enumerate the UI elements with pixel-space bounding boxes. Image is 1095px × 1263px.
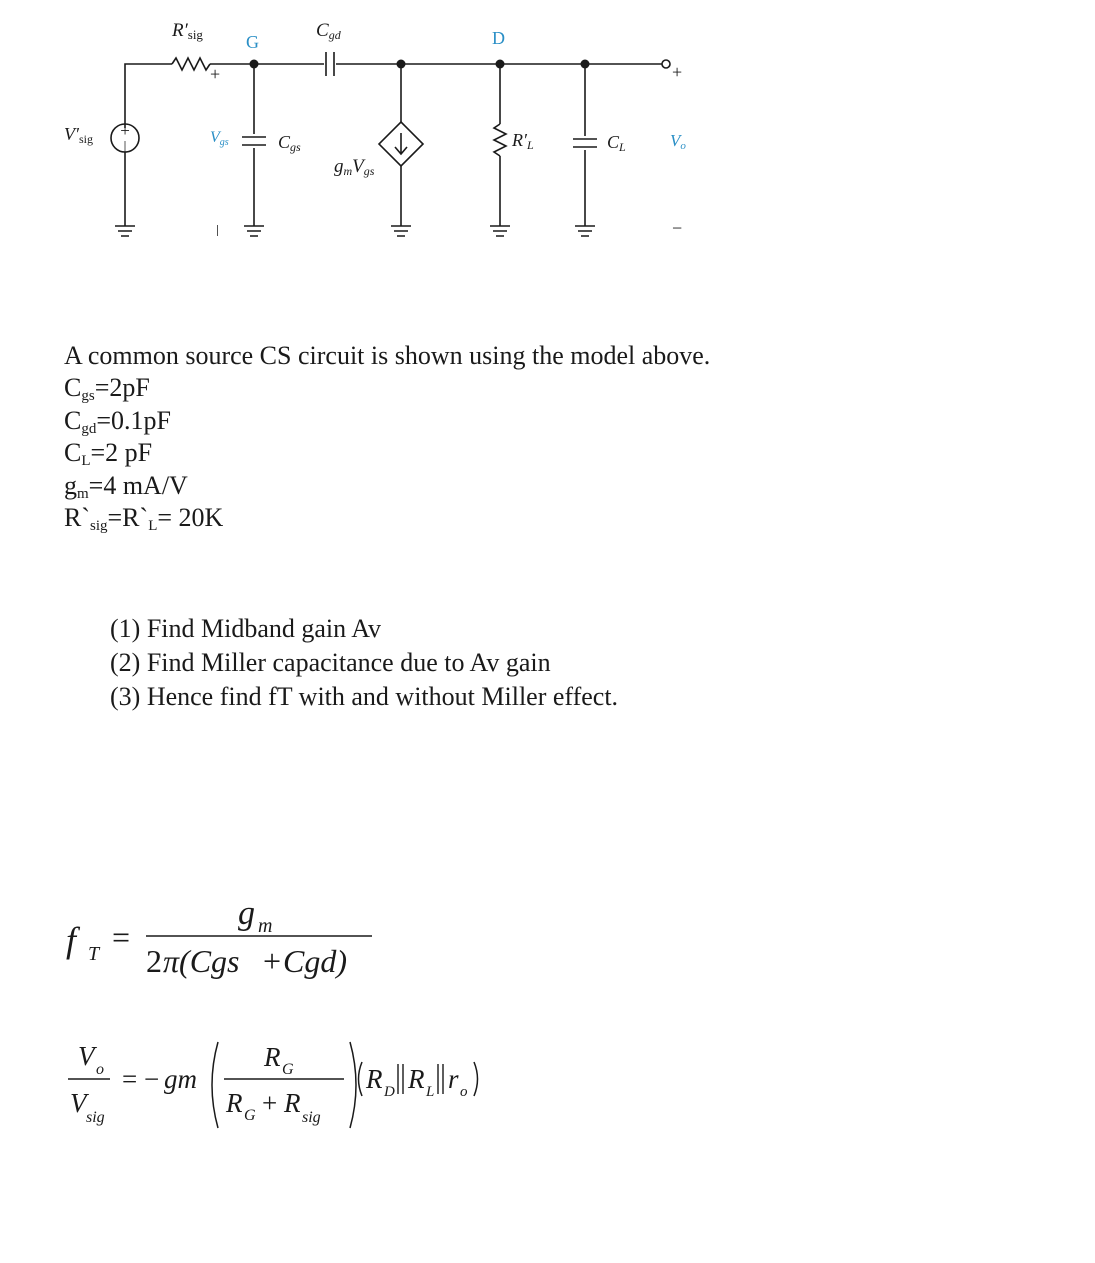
svg-text:+: +: [262, 1088, 278, 1118]
svg-text:−: −: [144, 1064, 160, 1094]
given-cl: $C_L=2$ pF: [64, 438, 153, 469]
svg-text:G: G: [282, 1061, 294, 1078]
label-gmvgs: gmVgs: [334, 156, 375, 178]
vgs-plus: +: [210, 64, 221, 84]
svg-text:R: R: [226, 1088, 243, 1118]
formula-ft: [66, 895, 372, 979]
question-2: (2) Find Miller capacitance due to Av gain: [110, 648, 551, 677]
svg-text:r: r: [448, 1064, 459, 1094]
svg-text:g: g: [238, 895, 255, 932]
svg-text:G: G: [244, 1107, 256, 1124]
label-vsig: V′sig: [64, 124, 93, 146]
svg-text:f: f: [66, 920, 77, 960]
node-g-dot: [250, 60, 259, 69]
svg-text:2: 2: [146, 943, 162, 979]
output-terminal: [662, 60, 670, 68]
svg-text:R: R: [408, 1064, 425, 1094]
label-node-g: G: [246, 32, 259, 52]
question-3: (3) Hence find fT with and without Miller effect.: [110, 682, 619, 711]
label-cl: CL: [607, 132, 626, 154]
svg-text:R: R: [284, 1088, 301, 1118]
vo-plus: +: [672, 62, 683, 82]
resistor-rsig: [172, 58, 210, 70]
svg-text:R: R: [264, 1042, 281, 1072]
ccs-arrow: [395, 133, 407, 154]
svg-text:sig: sig: [86, 1109, 105, 1126]
label-vo: Vo: [670, 131, 686, 152]
svg-text:sig: sig: [302, 1109, 321, 1126]
svg-text:Cgd): Cgd): [283, 943, 347, 979]
label-rsig: R′sig: [172, 20, 203, 42]
capacitor-cgd: [326, 52, 334, 76]
svg-text:o: o: [460, 1084, 468, 1100]
source-plus: +: [120, 121, 130, 140]
svg-text:=: =: [112, 919, 131, 955]
resistor-rl: [494, 124, 506, 156]
svg-text:V: V: [70, 1088, 87, 1118]
svg-text:o: o: [96, 1061, 104, 1078]
label-cgd: Cgd: [316, 20, 341, 42]
svg-text:π(Cgs: π(Cgs: [163, 943, 240, 979]
circuit-diagram: [0, 0, 1095, 260]
svg-text:D: D: [384, 1084, 395, 1100]
given-cgd: $C_{gd}=0.1pF$: [64, 405, 171, 437]
source-minus: |: [123, 139, 127, 155]
capacitor-cl: [573, 139, 597, 147]
node-ccs-dot: [397, 60, 406, 69]
label-rl: R′L: [512, 130, 534, 152]
svg-text:gm: gm: [164, 1064, 197, 1094]
question-1: (1) Find Midband gain Av: [110, 614, 382, 643]
label-cgs: Cgs: [278, 132, 301, 154]
formula-block: [0, 880, 620, 1160]
given-r: $R`_{sig}=R`_L= 20K$: [64, 503, 224, 534]
question-list: [110, 612, 618, 714]
given-gm: $g_m=4$ mA/V: [64, 470, 188, 502]
wire-source-top: [125, 64, 172, 128]
label-node-d: D: [492, 28, 505, 48]
ground-symbols: [115, 226, 595, 236]
svg-text:=: =: [122, 1064, 138, 1094]
svg-text:+: +: [263, 943, 282, 979]
given-cgs: $C_{gs}=2pF$: [64, 373, 150, 404]
svg-text:L: L: [426, 1084, 435, 1100]
svg-text:T: T: [88, 943, 100, 965]
vgs-minus: ǀ: [216, 223, 220, 240]
formula-gain: [68, 1041, 478, 1128]
svg-text:V: V: [78, 1041, 95, 1071]
svg-text:m: m: [258, 915, 273, 937]
node-cl-dot: [581, 60, 590, 69]
node-d-dot: [496, 60, 505, 69]
svg-text:R: R: [366, 1064, 383, 1094]
label-vgs: Vgs: [210, 129, 229, 148]
given-values: [64, 372, 223, 535]
vo-minus: −: [672, 218, 683, 238]
problem-intro: A common source CS circuit is shown using the model above.: [64, 341, 711, 370]
capacitor-cgs: [242, 137, 266, 145]
